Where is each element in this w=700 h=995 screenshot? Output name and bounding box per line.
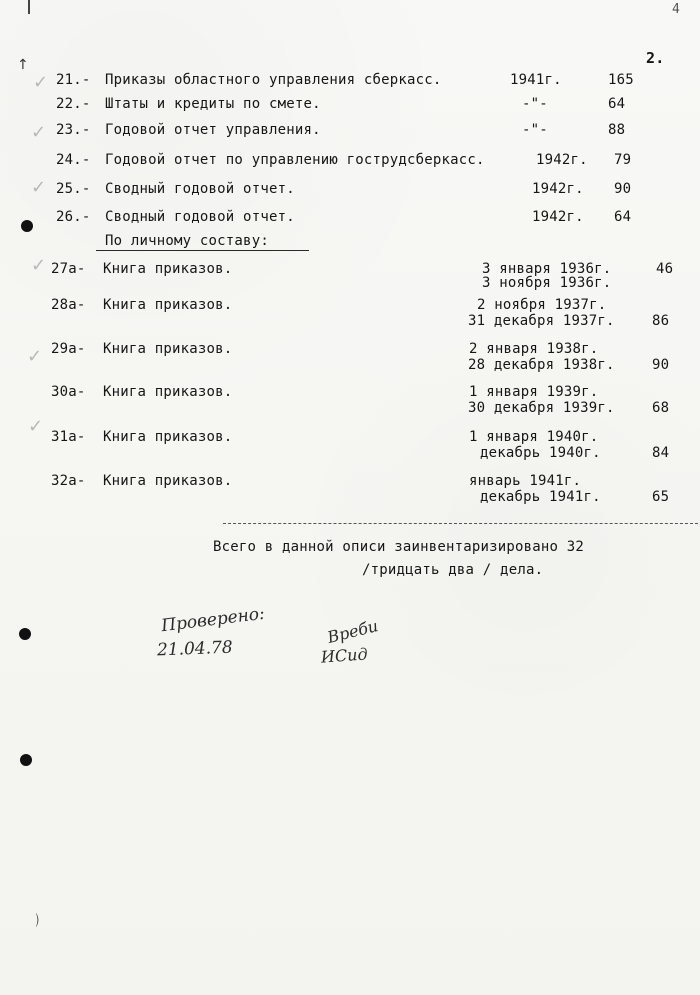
checked-date: 21.04.78 (156, 637, 234, 661)
item-number: 21.- (56, 72, 91, 88)
personnel-item-title: Книга приказов. (103, 261, 233, 277)
item-date: 1941г. (510, 72, 562, 88)
corner-page-number: 4 (672, 2, 681, 17)
check-mark: ✓ (31, 177, 47, 198)
total-count-line: Всего в данной описи заинвентаризировано 32 (213, 539, 585, 555)
personnel-date-end: 31 декабря 1937г. (468, 313, 615, 329)
total-separator-line (223, 523, 698, 524)
item-date: 1942г. (532, 181, 584, 197)
personnel-item-title: Книга приказов. (103, 384, 233, 400)
personnel-item-title: Книга приказов. (103, 429, 233, 445)
personnel-item-title: Книга приказов. (103, 473, 233, 489)
item-title: Штаты и кредиты по смете. (105, 96, 321, 112)
personnel-date-end: 3 ноября 1936г. (482, 275, 612, 291)
checked-label: Проверено: (160, 603, 266, 637)
personnel-date-end: декабрь 1941г. (480, 489, 601, 505)
item-count: 90 (614, 181, 632, 197)
punch-hole (19, 628, 31, 640)
item-count: 165 (608, 72, 634, 88)
punch-hole (20, 754, 32, 766)
personnel-item-count: 68 (652, 400, 670, 416)
personnel-date-end: 28 декабря 1938г. (468, 357, 615, 373)
personnel-item-number: 32а- (51, 473, 86, 489)
item-count: 79 (614, 152, 632, 168)
personnel-date-start: 2 января 1938г. (469, 341, 599, 357)
check-mark: ✓ (27, 346, 43, 367)
item-count: 64 (608, 96, 626, 112)
item-date: 1942г. (532, 209, 584, 225)
personnel-item-title: Книга приказов. (103, 297, 233, 313)
item-number: 24.- (56, 152, 91, 168)
item-number: 22.- (56, 96, 91, 112)
item-title: Годовой отчет управления. (105, 122, 321, 138)
check-mark: ✓ (31, 122, 47, 143)
personnel-date-start: январь 1941г. (469, 473, 582, 489)
personnel-date-end: декабрь 1940г. (480, 445, 601, 461)
signature-line-1: Вреби (325, 616, 380, 647)
item-number: 25.- (56, 181, 91, 197)
signature-line-2: ИСид (320, 644, 369, 667)
personnel-item-number: 28а- (51, 297, 86, 313)
personnel-date-start: 3 января 1936г. (482, 261, 612, 277)
personnel-date-start: 2 ноября 1937г. (477, 297, 607, 313)
personnel-item-number: 29а- (51, 341, 86, 357)
personnel-item-number: 27а- (51, 261, 86, 277)
section-heading: По личному составу: (105, 233, 269, 249)
item-count: 88 (608, 122, 626, 138)
personnel-item-count: 90 (652, 357, 670, 373)
check-mark: ✓ (28, 416, 44, 437)
item-title: Сводный годовой отчет. (105, 209, 295, 225)
item-date: 1942г. (536, 152, 588, 168)
personnel-date-end: 30 декабря 1939г. (468, 400, 615, 416)
check-mark: ✓ (33, 72, 49, 93)
personnel-date-start: 1 января 1940г. (469, 429, 599, 445)
personnel-item-count: 86 (652, 313, 670, 329)
punch-hole (21, 220, 33, 232)
personnel-date-start: 1 января 1939г. (469, 384, 599, 400)
page-number: 2. (646, 49, 665, 67)
item-date: -"- (522, 122, 548, 138)
item-title: Сводный годовой отчет. (105, 181, 295, 197)
personnel-item-number: 31а- (51, 429, 86, 445)
item-title: Приказы областного управления сберкасс. (105, 72, 442, 88)
total-count-words: /тридцать два / дела. (362, 562, 544, 578)
personnel-item-count: 46 (656, 261, 674, 277)
item-title: Годовой отчет по управлению гострудсберкасс. (105, 152, 485, 168)
item-date: -"- (522, 96, 548, 112)
item-number: 26.- (56, 209, 91, 225)
item-number: 23.- (56, 122, 91, 138)
bottom-left-edge-mark: ⌒ (22, 913, 38, 927)
left-margin-mark: ↑ (17, 57, 29, 73)
personnel-item-title: Книга приказов. (103, 341, 233, 357)
item-count: 64 (614, 209, 632, 225)
top-left-pencil-mark (28, 0, 30, 14)
check-mark: ✓ (31, 255, 47, 276)
personnel-item-count: 84 (652, 445, 670, 461)
personnel-item-number: 30а- (51, 384, 86, 400)
section-heading-underline (96, 250, 309, 251)
personnel-item-count: 65 (652, 489, 670, 505)
